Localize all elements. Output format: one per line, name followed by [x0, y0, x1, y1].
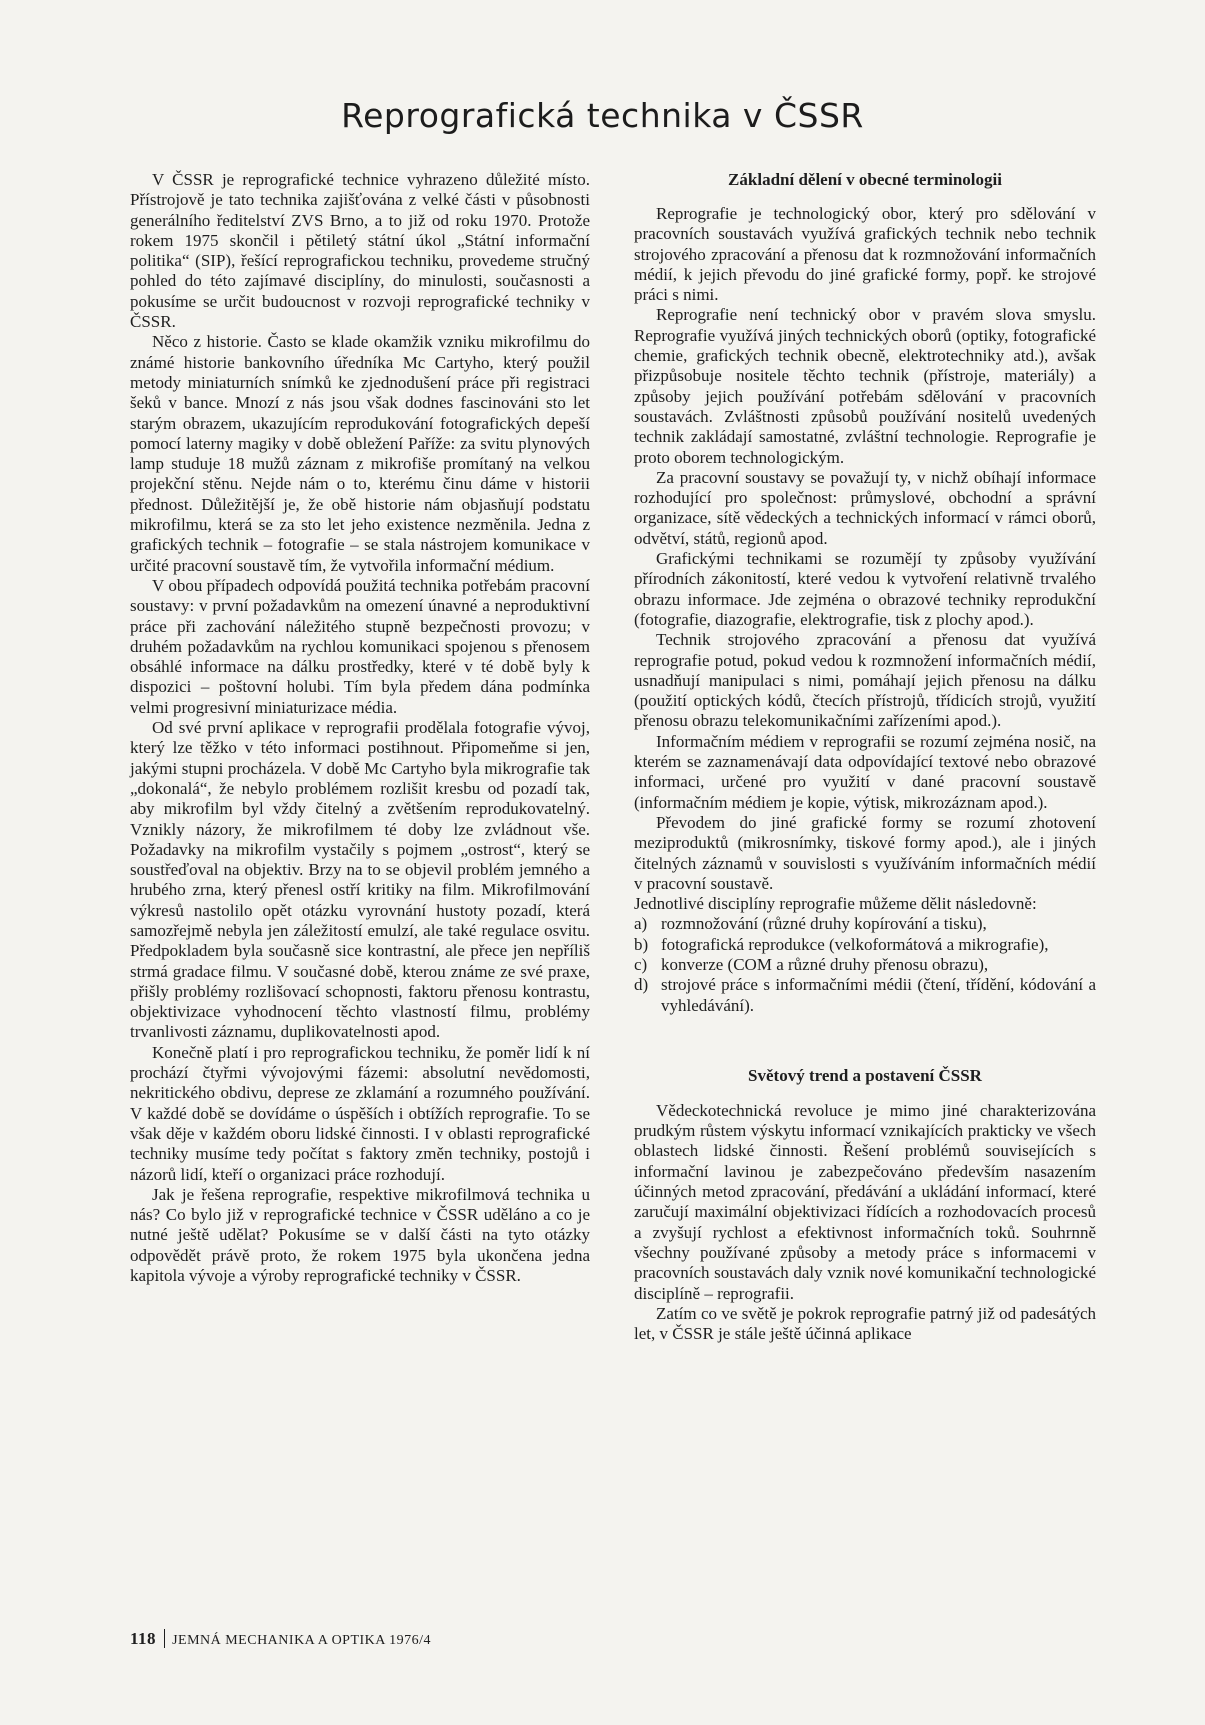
article-title: Reprografická technika v ČSSR	[341, 96, 864, 135]
list-item-text: rozmnožování (různé druhy kopírování a tisku),	[661, 914, 987, 934]
list-intro: Jednotlivé disciplíny reprografie můžeme dělit následovně:	[634, 894, 1037, 914]
paragraph: Zatím co ve světě je pokrok reprografie patrný již od padesátých let, v ČSSR je stále ještě účinná aplikace	[634, 1303, 1096, 1344]
list-item-text: fotografická reprodukce (velkoformátová a mikrografie),	[661, 934, 1049, 954]
list-item	[634, 935, 1096, 955]
page-number: 118	[130, 1629, 157, 1648]
section-heading: Základní dělení v obecné terminologii	[728, 170, 1002, 189]
paragraph: Reprografie není technický obor v pravém slova smyslu. Reprografie využívá jiných technických oborů (optiky, fotografické chemie, grafických technik obecně, elektrotechniky atd.), avšak přizpůsobuje nositele těchto technik (přístroje, materiály) a způsoby jejich používání potřebám sdělování v pracovních soustavách. Zvláštnosti způsobů používání nositelů uvedených technik zakládají samostatné, zvláštní technologie. Reprografie je proto oborem technologickým.	[634, 305, 1096, 467]
page-footer	[130, 1629, 431, 1649]
paragraph: Reprografie je technologický obor, který pro sdělování v pracovních soustavách využívá grafických technik nebo technik strojového zpracování a přenosu dat k rozmnožování informačních médií, k jejich převodu do jiné grafické formy, popř. ke strojové práci s nimi.	[634, 204, 1096, 305]
paragraph: Vědeckotechnická revoluce je mimo jiné charakterizována prudkým růstem výskytu informací vznikajících prakticky ve všech oblastech lidské činnosti. Řešení problémů souvisejících s informační lavinou je zabezpečováno především nasazením účinných metod zpracování, předávání a ukládání informací, které zaručují maximální objektivizaci řídících a rozhodovacích procesů a zvyšují rychlost a efektivnost informačních toků. Souhrnně všechny používané způsoby a metody práce s informacemi v pracovních soustavách daly vznik nové komunikační technologické disciplíně – reprografii.	[634, 1100, 1096, 1303]
list-item	[634, 975, 1096, 1016]
paragraph: V obou případech odpovídá použitá technika potřebám pracovní soustavy: v první požadavkům na omezení únavné a neproduktivní práce při zachování náležitého stupně bezpečnosti provozu; v druhém požadavkům na rychlou komunikaci spojenou s přenosem obsáhlé informace na dálku prostředky, které v té době byly k dispozici – poštovní holubi. Tím byla předem dána podmínka velmi progresivní miniaturizace média.	[130, 575, 590, 717]
right-column	[634, 170, 1096, 1344]
paragraph: V ČSSR je reprografické technice vyhrazeno důležité místo. Přístrojově je tato technika zajišťována z velké části v působnosti generálního ředitelství ZVS Brno, a to již od roku 1970. Protože rokem 1975 skončil i pětiletý státní úkol „Státní informační politika“ (SIP), řešící reprografickou techniku, provedeme stručný pohled do této zajímavé disciplíny, do minulosti, současnosti a pokusíme se určit budoucnost v rozvoji reprografické techniky v ČSSR.	[130, 170, 590, 332]
list-item	[634, 914, 1096, 934]
section-heading: Světový trend a postavení ČSSR	[748, 1065, 982, 1085]
list-item-text: konverze (COM a různé druhy přenosu obrazu),	[661, 954, 989, 974]
paragraph: Konečně platí i pro reprografickou techniku, že poměr lidí k ní prochází čtyřmi vývojovými fázemi: absolutní nevědomosti, nekritického obdivu, deprese ze zklamání a rozumného používání. V každé době se dovídáme o úspěších i obtížích reprografie. To se však děje v každém oboru lidské činnosti. I v oblasti reprografické techniky musíme tedy počítat s faktory změn techniky, postojů i názorů lidí, kteří o organizaci práce rozhodují.	[130, 1042, 590, 1184]
paragraph: Grafickými technikami se rozumějí ty způsoby využívání přírodních zákonitostí, které vedou k vytvoření relativně trvalého obrazu informace. Jde zejména o obrazové techniky reprodukční (fotografie, diazografie, elektrografie, tisk z plochy apod.).	[634, 549, 1096, 629]
paragraph: Něco z historie. Často se klade okamžik vzniku mikrofilmu do známé historie bankovního úředníka Mc Cartyho, který použil metody miniaturních snímků ke zjednodušení práce při registraci šeků v bance. Mnozí z nás jsou však dodnes fascinováni sto let starým obrazem, ukazujícím reprodukování fotografických depeší pomocí laterny magiky v době obležení Paříže: za svitu plynových lamp studuje 18 mužů záznam z mikrofiše promítaný na velkou projekční stěnu. Nejde nám o to, kterému činu dáme v historii přednost. Důležitější je, že obě historie nám objasňují podstatu mikrofilmu, která se za sto let jeho existence nezměnila. Jedna z grafických technik – fotografie – se stala nástrojem komunikace v určité pracovní soustavě tím, že vytvořila informační médium.	[130, 332, 590, 575]
journal-name: JEMNÁ MECHANIKA A OPTIKA 1976/4	[172, 1633, 432, 1648]
paragraph: Od své první aplikace v reprografii prodělala fotografie vývoj, který lze těžko v této informaci postihnout. Připomeňme si jen, jakými stupni procházela. V době Mc Cartyho byla mikrografie tak „dokonalá“, že nebylo problémem rozlišit kresbu od pozadí tak, aby mikrofilm byl vždy čitelný a zvětšením reprodukovatelný. Vznikly názory, že mikrofilmem té doby lze zvládnout vše. Požadavky na mikrofilm vystačily s pojmem „ostrost“, který se soustřeďoval na objektiv. Brzy na to se objevil problém jemného a hrubého zrna, který přenesl ostří kritiky na film. Mikrofilmování výkresů nastolilo opět otázku vyrovnání hustoty pozadí, která samozřejmě nebyla jen záležitostí emulzí, ale také regulace osvitu. Předpokladem byla současně sice kontrastní, ale přece jen nepříliš strmá gradace filmu. V současné době, kterou známe ze své praxe, přišly problémy rozlišovací schopnosti, faktoru přenosu kontrastu, objektivizace vyhodnocení těchto vlastností filmu, problémy trvanlivosti záznamu, duplikovatelnosti apod.	[130, 718, 590, 1042]
list-marker: a)	[634, 914, 648, 934]
discipline-list	[634, 914, 1096, 1015]
list-marker: c)	[634, 954, 648, 974]
footer-divider	[164, 1629, 165, 1648]
left-column	[130, 170, 590, 1286]
paragraph: Technik strojového zpracování a přenosu dat využívá reprografie potud, pokud vedou k rozmnožení informačních médií, usnadňují manipulaci s nimi, pomáhají jejich přenosu na dálku (použití optických kódů, čtecích přístrojů, třídicích strojů, využití přenosu obrazu telekomunikačními zařízeními apod.).	[634, 630, 1096, 731]
list-marker: b)	[634, 934, 649, 954]
paragraph: Převodem do jiné grafické formy se rozumí zhotovení meziproduktů (mikrosnímky, tiskové formy apod.), ale i jiných čitelných záznamů v souvislosti s využíváním informačních médií v pracovní soustavě.	[634, 812, 1096, 893]
paragraph: Za pracovní soustavy se považují ty, v nichž obíhají informace rozhodující pro společnost: průmyslové, obchodní a správní organizace, sítě vědeckých a technických informací v rámci oborů, odvětví, států, regionů apod.	[634, 467, 1096, 548]
list-item	[634, 955, 1096, 975]
paragraph: Informačním médiem v reprografii se rozumí zejména nosič, na kterém se zaznamenávají data odpovídající textové nebo obrazové informaci, určené pro využití v dané pracovní soustavě (informačním médiem je kopie, výtisk, mikrozáznam apod.).	[634, 731, 1096, 812]
paragraph: Jak je řešena reprografie, respektive mikrofilmová technika u nás? Co bylo již v reprografické technice v ČSSR uděláno a co je nutné ještě udělat? Pokusíme se v další části na tyto otázky odpovědět právě proto, že rokem 1975 byla ukončena jedna kapitola vývoje a výroby reprografické techniky v ČSSR.	[130, 1184, 590, 1286]
list-marker: d)	[634, 975, 649, 995]
list-item-text: strojové práce s informačními médii (čtení, třídění, kódování a vyhledávání).	[661, 975, 1096, 1015]
